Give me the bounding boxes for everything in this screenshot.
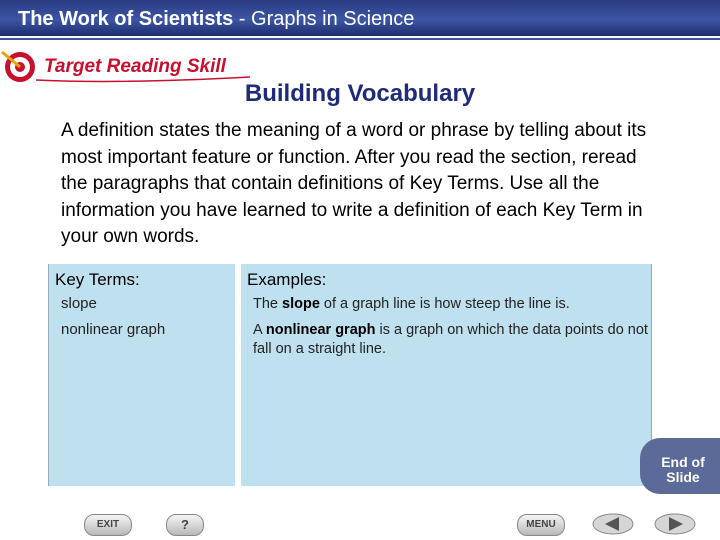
end-of-slide-label	[650, 455, 716, 485]
table-row-example	[253, 321, 648, 359]
menu-button[interactable]: MENU	[517, 514, 565, 536]
column-divider	[235, 264, 241, 486]
section-title: - Graphs in Science	[233, 8, 415, 30]
header-divider	[0, 38, 720, 40]
table-row-term: slope	[61, 295, 97, 312]
table-row-term: nonlinear graph	[61, 321, 166, 338]
help-button[interactable]: ?	[166, 514, 204, 536]
example-text: A	[253, 322, 266, 338]
example-term: slope	[282, 296, 320, 312]
end-of-slide-line2: Slide	[666, 469, 700, 485]
example-text: of a graph line is how steep the line is.	[319, 296, 570, 312]
slide-subtitle: Building Vocabulary	[244, 80, 476, 107]
key-terms-header: Key Terms:	[55, 270, 140, 289]
examples-header: Examples:	[247, 270, 327, 289]
exit-button[interactable]: EXIT	[84, 514, 132, 536]
target-reading-skill-label: Target Reading Skill	[44, 56, 226, 77]
chapter-title: The Work of Scientists	[18, 8, 234, 30]
forward-arrow-icon[interactable]	[653, 512, 697, 536]
end-of-slide-line1: End of	[661, 454, 705, 470]
table-row-example	[253, 295, 648, 314]
example-text: The	[253, 296, 283, 312]
example-term: nonlinear graph	[265, 322, 376, 338]
example-text: is a graph on which the data points do not fall on a straight line.	[253, 322, 648, 357]
intro-paragraph: A definition states the meaning of a word or phrase by telling about its most important feature or function. After you read the section, reread the paragraphs that contain definitions of Key Terms. Use all the information you have learned to write a definition of each Key Term in your own words.	[61, 120, 647, 247]
target-icon	[2, 52, 35, 82]
page-title	[18, 8, 414, 31]
back-arrow-icon[interactable]	[591, 512, 635, 536]
